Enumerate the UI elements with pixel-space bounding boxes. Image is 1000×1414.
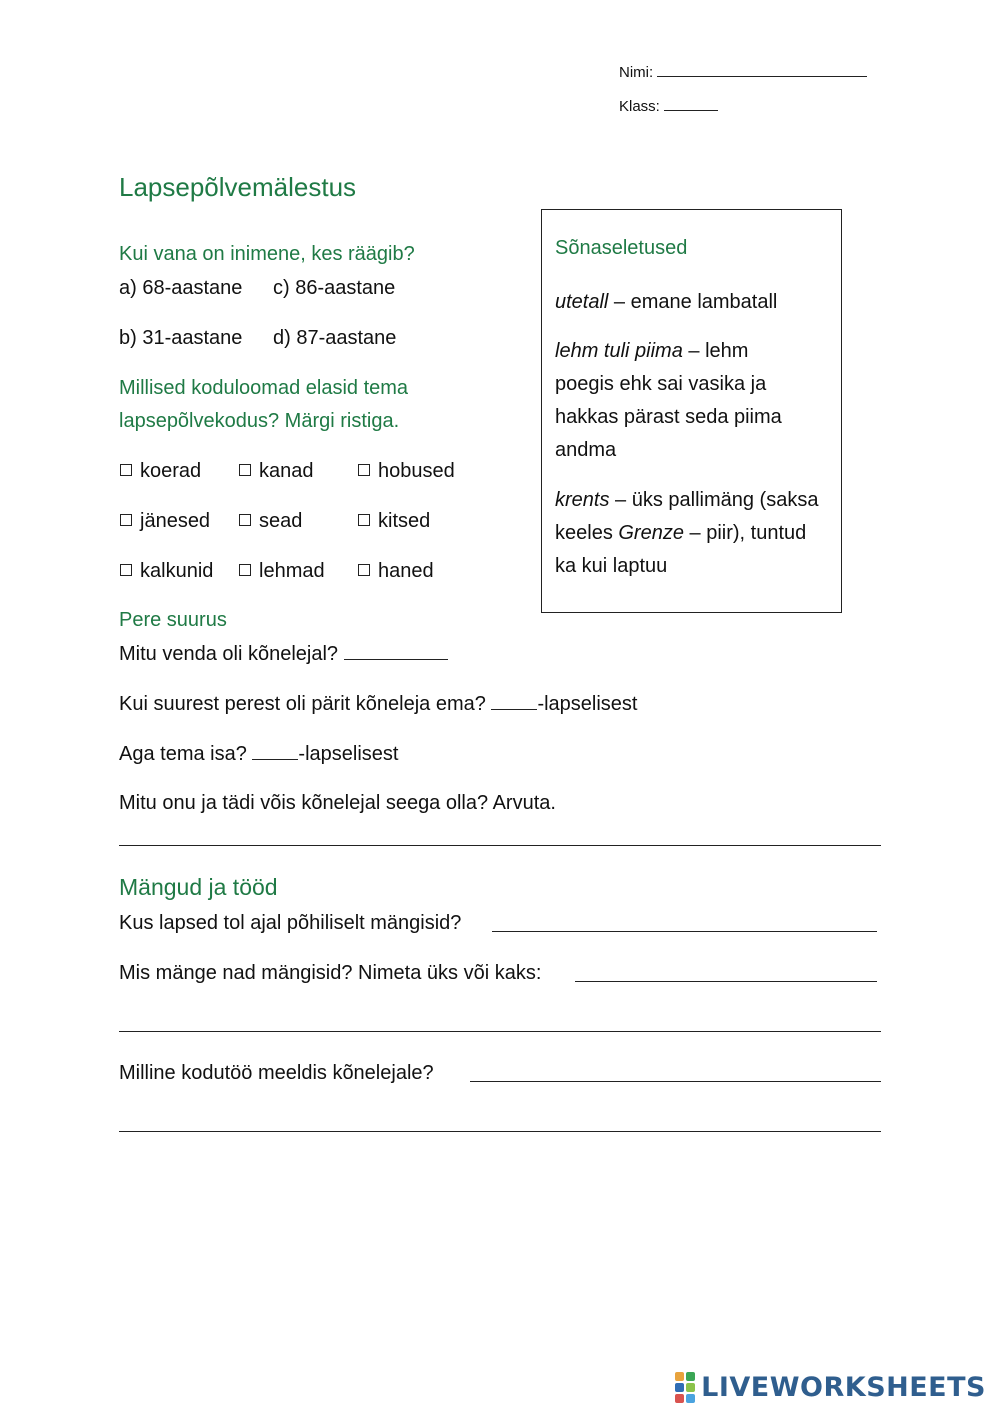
games-answer-line[interactable] xyxy=(575,981,877,982)
games-q2: Mis mänge nad mängisid? Nimeta üks või kaks: xyxy=(119,962,542,984)
glossary-entry-lehm-line4: andma xyxy=(555,439,617,461)
class-blank[interactable] xyxy=(664,96,718,111)
checkbox-icon[interactable] xyxy=(120,464,132,476)
animals-question-line2: lapsepõlvekodus? Märgi ristiga. xyxy=(119,410,400,432)
glossary-entry-lehm-line1: lehm tuli piima – lehm xyxy=(555,340,749,362)
checkbox-icon[interactable] xyxy=(239,564,251,576)
games-answer-line-2[interactable] xyxy=(119,1031,881,1032)
checkbox-icon[interactable] xyxy=(358,464,370,476)
liveworksheets-logo xyxy=(675,1370,986,1404)
age-option-b[interactable]: b) 31-aastane xyxy=(119,327,243,349)
animal-option-kanad[interactable]: kanad xyxy=(239,459,314,483)
age-option-c[interactable]: c) 86-aastane xyxy=(273,277,396,299)
glossary-entry-krents-line3: ka kui laptuu xyxy=(555,555,668,577)
class-label: Klass: xyxy=(619,98,660,115)
mother-family-blank[interactable] xyxy=(491,691,537,710)
play-place-answer-line[interactable] xyxy=(492,931,877,932)
age-option-d[interactable]: d) 87-aastane xyxy=(273,327,397,349)
checkbox-icon[interactable] xyxy=(239,514,251,526)
logo-mark-icon xyxy=(675,1372,695,1403)
checkbox-icon[interactable] xyxy=(358,564,370,576)
chore-answer-line-2[interactable] xyxy=(119,1131,881,1132)
page-title: Lapsepõlvemälestus xyxy=(119,172,357,202)
chore-answer-line[interactable] xyxy=(470,1081,881,1082)
family-q4: Mitu onu ja tädi võis kõnelejal seega olla? Arvuta. xyxy=(119,792,556,814)
father-family-blank[interactable] xyxy=(252,741,298,760)
glossary-entry-utetall: utetall – emane lambatall xyxy=(555,291,778,313)
games-q3: Milline kodutöö meeldis kõnelejale? xyxy=(119,1062,434,1084)
animal-option-koerad[interactable]: koerad xyxy=(120,459,201,483)
glossary-box xyxy=(541,209,842,613)
glossary-entry-krents-line1: krents – üks pallimäng (saksa xyxy=(555,489,819,511)
animal-option-haned[interactable]: haned xyxy=(358,559,434,583)
glossary-heading: Sõnaseletused xyxy=(555,237,688,259)
class-field-row xyxy=(619,96,718,116)
checkbox-icon[interactable] xyxy=(120,564,132,576)
checkbox-icon[interactable] xyxy=(239,464,251,476)
name-field-row xyxy=(619,62,867,82)
animal-option-kitsed[interactable]: kitsed xyxy=(358,509,430,533)
age-question: Kui vana on inimene, kes räägib? xyxy=(119,243,415,265)
family-q1: Mitu venda oli kõnelejal? xyxy=(119,641,448,666)
animal-option-sead[interactable]: sead xyxy=(239,509,302,533)
animals-question-line1: Millised koduloomad elasid tema xyxy=(119,377,409,399)
brothers-answer-blank[interactable] xyxy=(344,641,448,660)
name-label: Nimi: xyxy=(619,64,654,81)
uncles-aunts-answer-line[interactable] xyxy=(119,845,881,846)
animal-option-lehmad[interactable]: lehmad xyxy=(239,559,325,583)
checkbox-icon[interactable] xyxy=(358,514,370,526)
name-blank[interactable] xyxy=(657,62,867,77)
family-q2: Kui suurest perest oli pärit kõneleja ema? -lapselisest xyxy=(119,693,638,715)
glossary-entry-lehm-line3: hakkas pärast seda piima xyxy=(555,406,782,428)
animal-option-kalkunid[interactable]: kalkunid xyxy=(120,559,213,583)
checkbox-icon[interactable] xyxy=(120,514,132,526)
animal-option-hobused[interactable]: hobused xyxy=(358,459,455,483)
animal-option-janesed[interactable]: jänesed xyxy=(120,509,210,533)
logo-text: LIVEWORKSHEETS xyxy=(701,1371,986,1403)
age-option-a[interactable]: a) 68-aastane xyxy=(119,277,243,299)
games-heading: Mängud ja tööd xyxy=(119,874,278,900)
games-q1: Kus lapsed tol ajal põhiliselt mängisid? xyxy=(119,912,462,934)
family-heading: Pere suurus xyxy=(119,609,227,631)
glossary-entry-krents-line2: keeles Grenze – piir), tuntud xyxy=(555,522,807,544)
family-q3: Aga tema isa? -lapselisest xyxy=(119,743,399,765)
glossary-entry-lehm-line2: poegis ehk sai vasika ja xyxy=(555,373,767,395)
